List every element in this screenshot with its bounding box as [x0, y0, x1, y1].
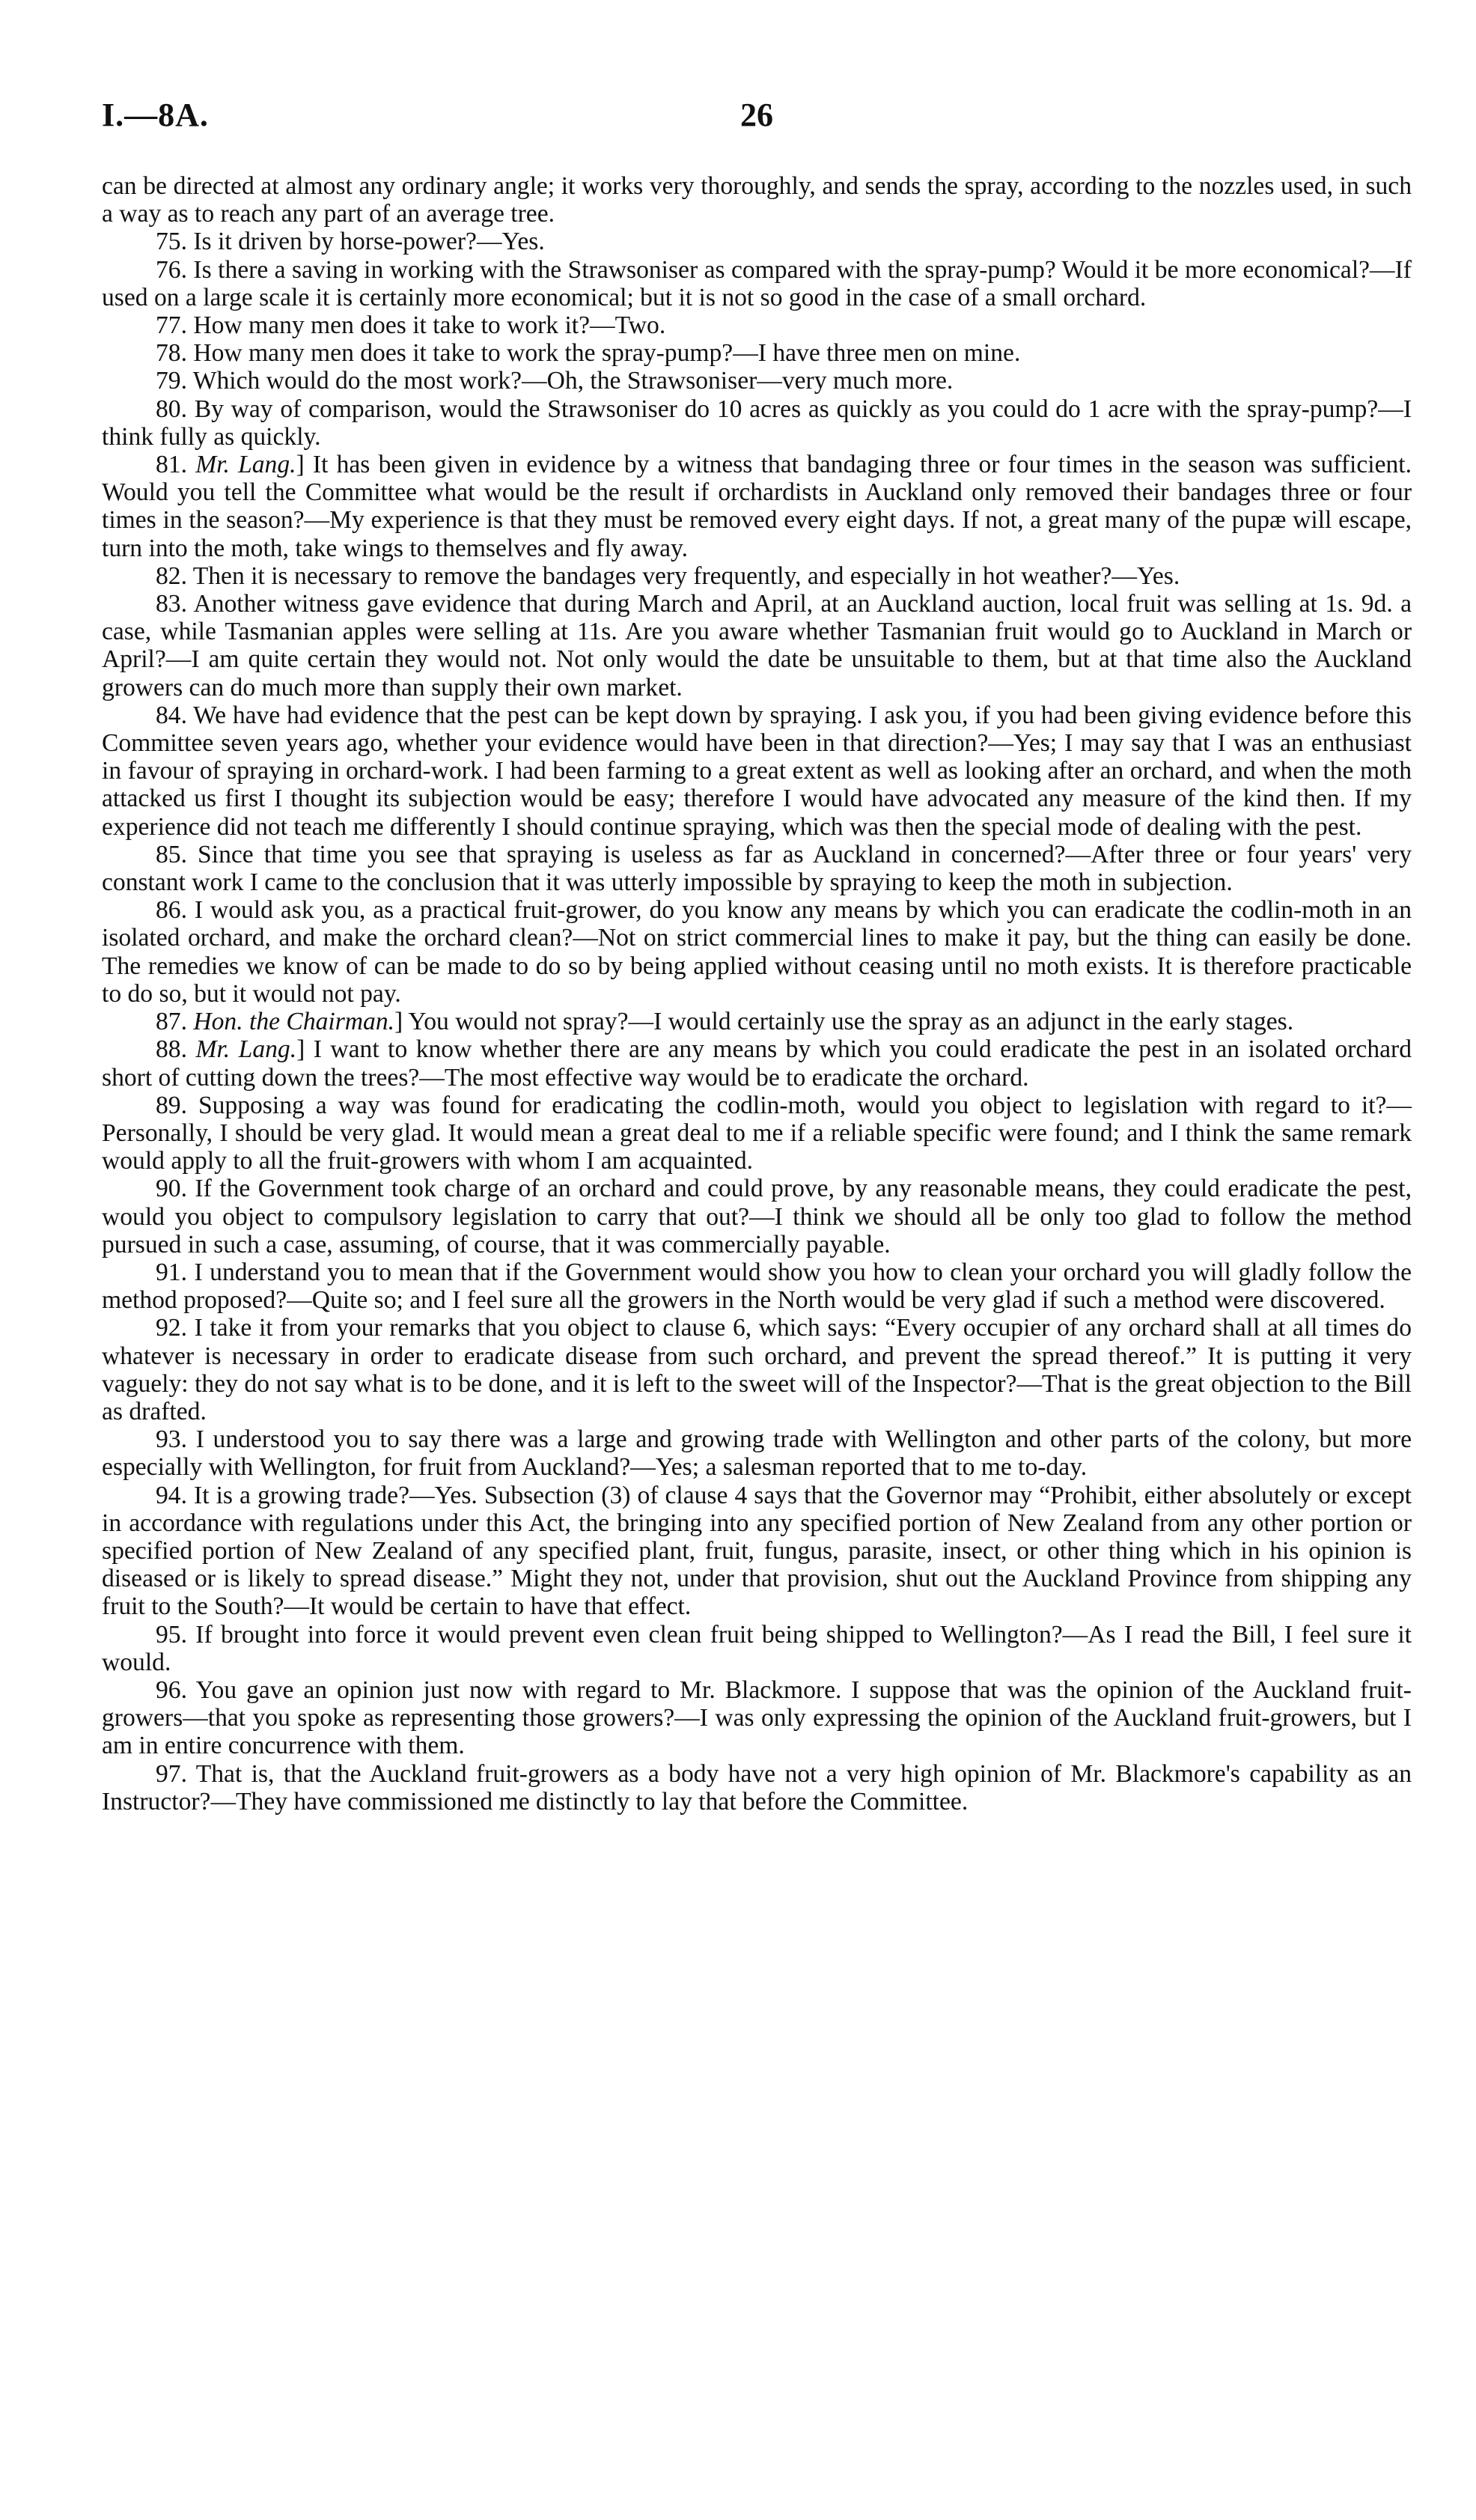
paragraph-text: ] You would not spray?—I would certainly use the spray as an adjunct in the early stages.	[394, 1008, 1294, 1036]
paragraph: 97. That is, that the Auckland fruit-growers as a body have not a very high opinion of Mr. Blackmore's capability as an Instructor?—They have commissioned me distinctly to lay that before the Committee.	[102, 1759, 1412, 1816]
paragraph-text: ] I want to know whether there are any means by which you could eradicate the pest in an isolated orchard short of cutting down the trees?—The most effective way would be to eradicate the orchard.	[102, 1035, 1412, 1092]
speaker-name: Mr. Lang.	[195, 1035, 297, 1064]
paragraph	[102, 1008, 1412, 1035]
paragraph: 83. Another witness gave evidence that during March and April, at an Auckland auction, local fruit was selling at 1s. 9d. a case, while Tasmanian apples were selling at 11s. Are you aware whether Tasmanian fruit would go to Auckland in March or April?—I am quite certain they would not. Not only would the date be unsuitable to them, but at that time also the Auckland growers can do much more than supply their own market.	[102, 590, 1412, 701]
paragraph	[102, 451, 1412, 562]
paragraph	[102, 1035, 1412, 1091]
paragraph: 93. I understood you to say there was a large and growing trade with Wellington and other parts of the colony, but more especially with Wellington, for fruit from Auckland?—Yes; a salesman reported that to me to-day.	[102, 1425, 1412, 1482]
paragraph: 92. I take it from your remarks that you object to clause 6, which says: “Every occupier of any orchard shall at all times do whatever is necessary in order to eradicate disease from such orchard, and prevent the spread thereof.” It is putting it very vaguely: they do not say what is to be done, and it is left to the sweet will of the Inspector?—That is the great objection to the Bill as drafted.	[102, 1314, 1412, 1425]
paragraph: 79. Which would do the most work?—Oh, the Strawsoniser—very much more.	[156, 367, 954, 395]
document-reference: I.—8A.	[102, 97, 209, 133]
paragraph: 94. It is a growing trade?—Yes. Subsection (3) of clause 4 says that the Governor may “Prohibit, either absolutely or except in accordance with regulations under this Act, the bringing into any specified portion of New Zealand from any other portion or specified portion of New Zealand of any specified plant, fruit, fungus, parasite, insect, or other thing which in his opinion is diseased or is likely to spread disease.” Might they not, under that provision, shut out the Auckland Province from shipping any fruit to the South?—It would be certain to have that effect.	[102, 1481, 1412, 1621]
paragraph: 84. We have had evidence that the pest can be kept down by spraying. I ask you, if you had been giving evidence before this Committee seven years ago, whether your evidence would have been in that direction?—Yes; I may say that I was an enthusiast in favour of spraying in orchard-work. I had been farming to a great extent as well as looking after an orchard, and when the moth attacked us first I thought its subjection would be easy; therefore I would have advocated any measure of the kind then. If my experience did not teach me differently I should continue spraying, which was then the special mode of dealing with the pest.	[102, 701, 1412, 841]
paragraph: 95. If brought into force it would prevent even clean fruit being shipped to Wellington?—As I read the Bill, I feel sure it would.	[102, 1620, 1412, 1676]
page-header	[102, 96, 1412, 141]
paragraph: 78. How many men does it take to work the spray-pump?—I have three men on mine.	[156, 339, 1021, 368]
paragraph: 91. I understand you to mean that if the Government would show you how to clean your orchard you will gladly follow the method proposed?—Quite so; and I feel sure all the growers in the North would be very glad if such a method were discovered.	[102, 1258, 1412, 1315]
paragraph: can be directed at almost any ordinary angle; it works very thoroughly, and sends the spray, according to the nozzles used, in such a way as to reach any part of an average tree.	[102, 172, 1412, 228]
page-number: 26	[740, 97, 773, 133]
speaker-name: Mr. Lang.	[195, 451, 296, 479]
paragraph: 90. If the Government took charge of an orchard and could prove, by any reasonable means, they could eradicate the pest, would you object to compulsory legislation to carry that out?—I think we should all be only too glad to follow the method pursued in such a case, assuming, of course, that it was commercially payable.	[102, 1175, 1412, 1259]
paragraph: 77. How many men does it take to work it?—Two.	[156, 311, 666, 340]
question-number: 81.	[156, 451, 187, 479]
paragraph: 80. By way of comparison, would the Strawsoniser do 10 acres as quickly as you could do 1 acre with the spray-pump?—I think fully as quickly.	[102, 395, 1412, 451]
question-number: 88.	[156, 1035, 187, 1064]
paragraph: 75. Is it driven by horse-power?—Yes.	[156, 228, 545, 256]
paragraph: 96. You gave an opinion just now with regard to Mr. Blackmore. I suppose that was the opinion of the Auckland fruit-growers—that you spoke as representing those growers?—I was only expressing the opinion of the Auckland fruit-growers, but I am in entire concurrence with them.	[102, 1676, 1412, 1760]
paragraph: 86. I would ask you, as a practical fruit-grower, do you know any means by which you can eradicate the codlin-moth in an isolated orchard, and make the orchard clean?—Not on strict commercial lines to make it pay, but the thing can easily be done. The remedies we know of can be made to do so by being applied without ceasing until no moth exists. It is therefore practicable to do so, but it would not pay.	[102, 896, 1412, 1008]
question-number: 87.	[156, 1008, 187, 1036]
paragraph: 82. Then it is necessary to remove the bandages very frequently, and especially in hot weather?—Yes.	[156, 561, 1180, 590]
paragraph-text: ] It has been given in evidence by a witness that bandaging three or four times in the season was sufficient. Would you tell the Committee what would be the result if orchardists in Auckland only removed their bandages three or four times in the season?—My experience is that they must be removed every eight days. If not, a great many of the pupæ will escape, turn into the moth, take wings to themselves and fly away.	[102, 451, 1412, 562]
paragraph: 85. Since that time you see that spraying is useless as far as Auckland in concerned?—After three or four years' very constant work I came to the conclusion that it was utterly impossible by spraying to keep the moth in subjection.	[102, 840, 1412, 897]
paragraph: 89. Supposing a way was found for eradicating the codlin-moth, would you object to legislation with regard to it?—Personally, I should be very glad. It would mean a great deal to me if a reliable specific were found; and I think the same remark would apply to all the fruit-growers with whom I am acquainted.	[102, 1091, 1412, 1175]
paragraph: 76. Is there a saving in working with the Strawsoniser as compared with the spray-pump? Would it be more economical?—If used on a large scale it is certainly more economical; but it is not so good in the case of a small orchard.	[102, 255, 1412, 311]
testimony-text	[102, 172, 1412, 1816]
speaker-name: Hon. the Chairman.	[193, 1008, 395, 1036]
